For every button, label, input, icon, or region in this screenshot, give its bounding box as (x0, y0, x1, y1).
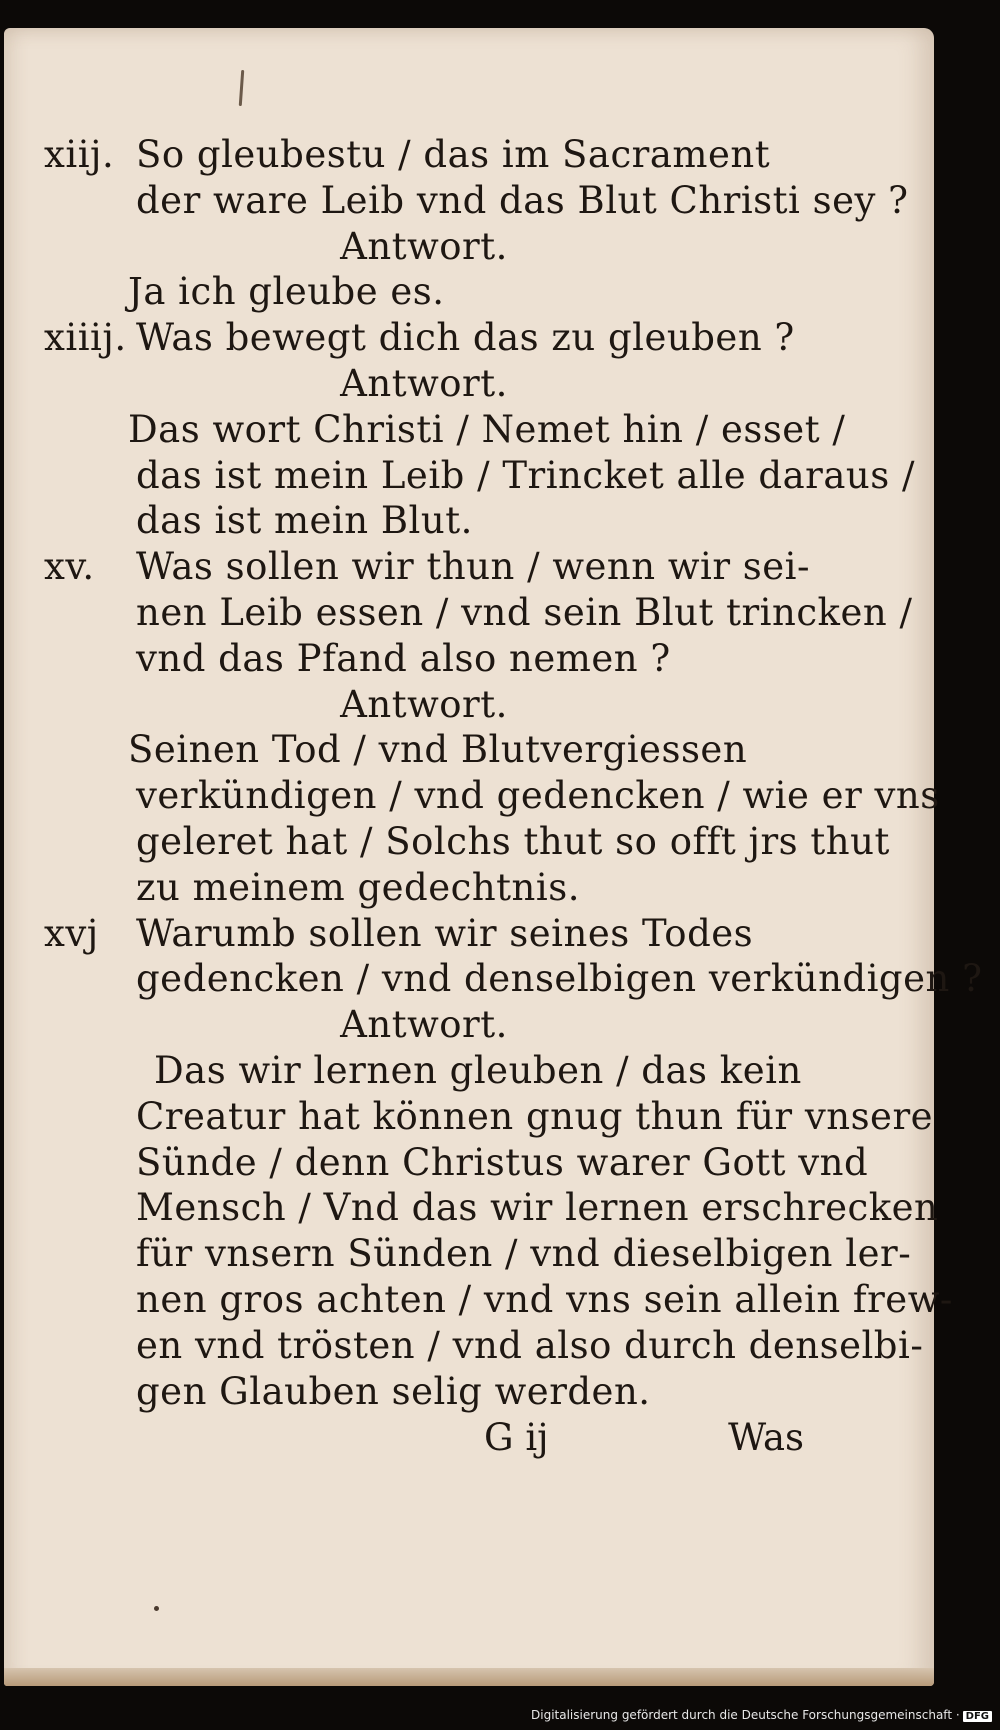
text-line (44, 1369, 804, 1415)
text-line (44, 178, 909, 224)
text-line (44, 544, 810, 590)
question-number: xiij. (44, 133, 115, 176)
text-line (44, 315, 804, 361)
text-line (44, 1002, 804, 1048)
line-text: Ja ich gleube es. (128, 270, 445, 314)
line-text: gen Glauben selig werden. (136, 1369, 651, 1413)
text-line (44, 1231, 912, 1277)
text-line (44, 1094, 934, 1140)
line-text: Was sollen wir thun / wenn wir sei- (136, 545, 810, 589)
line-text: nen gros achten / vnd vns sein allein frew- (136, 1277, 953, 1321)
text-line (44, 132, 804, 178)
line-text: Was bewegt dich das zu gleuben ? (136, 316, 795, 360)
text-line (44, 498, 804, 544)
line-text: Antwort. (340, 682, 508, 726)
text-line (44, 361, 804, 407)
line-text: Das wir lernen gleuben / das kein (154, 1048, 802, 1092)
line-text: für vnsern Sünden / vnd dieselbigen ler- (136, 1232, 912, 1276)
ink-mark (239, 70, 245, 106)
text-line (44, 1277, 953, 1323)
line-text: der ware Leib vnd das Blut Christi sey ? (136, 178, 909, 222)
text-line (44, 773, 940, 819)
text-line (44, 224, 804, 270)
text-line (44, 590, 913, 636)
text-line (44, 956, 983, 1002)
line-text: Das wort Christi / Nemet hin / esset / (128, 407, 846, 451)
text-line (44, 865, 804, 911)
question-number: xv. (44, 545, 95, 589)
catchword: Was (728, 1416, 804, 1459)
line-text: nen Leib essen / vnd sein Blut trincken / (136, 590, 913, 634)
line-text: das ist mein Blut. (136, 499, 473, 543)
text-line (44, 1323, 924, 1369)
line-text: en vnd trösten / vnd also durch denselbi- (136, 1323, 924, 1367)
line-text: gedencken / vnd denselbigen verkündigen ? (136, 957, 983, 1001)
text-line (44, 269, 804, 315)
text-line (44, 636, 804, 682)
text-line (44, 682, 804, 728)
signature-mark: G ij (484, 1416, 549, 1459)
line-text: geleret hat / Solchs thut so offt jrs thut (136, 819, 890, 863)
line-text: vnd das Pfand also nemen ? (136, 636, 671, 680)
text-line (44, 407, 846, 453)
line-text: So gleubestu / das im Sacrament (136, 133, 771, 176)
text-line (44, 1048, 804, 1094)
text-line (44, 1140, 869, 1186)
text-line (44, 819, 890, 865)
text-line (44, 1185, 939, 1231)
text-line (44, 911, 804, 957)
text-line (44, 453, 915, 499)
line-text: verkündigen / vnd gedencken / wie er vns (136, 774, 940, 818)
line-text: zu meinem gedechtnis. (136, 865, 580, 909)
question-number: xiiij. (44, 316, 127, 360)
line-text: Mensch / Vnd das wir lernen erschrecken (136, 1186, 939, 1230)
line-text: das ist mein Leib / Trincket alle daraus / (136, 453, 915, 497)
line-text: Warumb sollen wir seines Todes (136, 911, 754, 955)
line-text: Antwort. (340, 361, 508, 405)
dfg-logo: DFG (963, 1711, 992, 1722)
digitization-credit (0, 1708, 1000, 1728)
text-line (44, 727, 804, 773)
page-text (44, 132, 983, 1414)
line-text: Antwort. (340, 1003, 508, 1047)
question-number: xvj (44, 911, 99, 955)
line-text: Antwort. (340, 224, 508, 268)
line-text: Sünde / denn Christus warer Gott vnd (136, 1140, 869, 1184)
book-page (4, 28, 983, 1686)
line-text: Creatur hat können gnug thun für vnsere (136, 1094, 934, 1138)
ink-spot (154, 1606, 159, 1611)
credit-text: Digitalisierung gefördert durch die Deutsche Forschungsgemeinschaft · (531, 1708, 960, 1722)
line-text: Seinen Tod / vnd Blutvergiessen (128, 728, 748, 772)
